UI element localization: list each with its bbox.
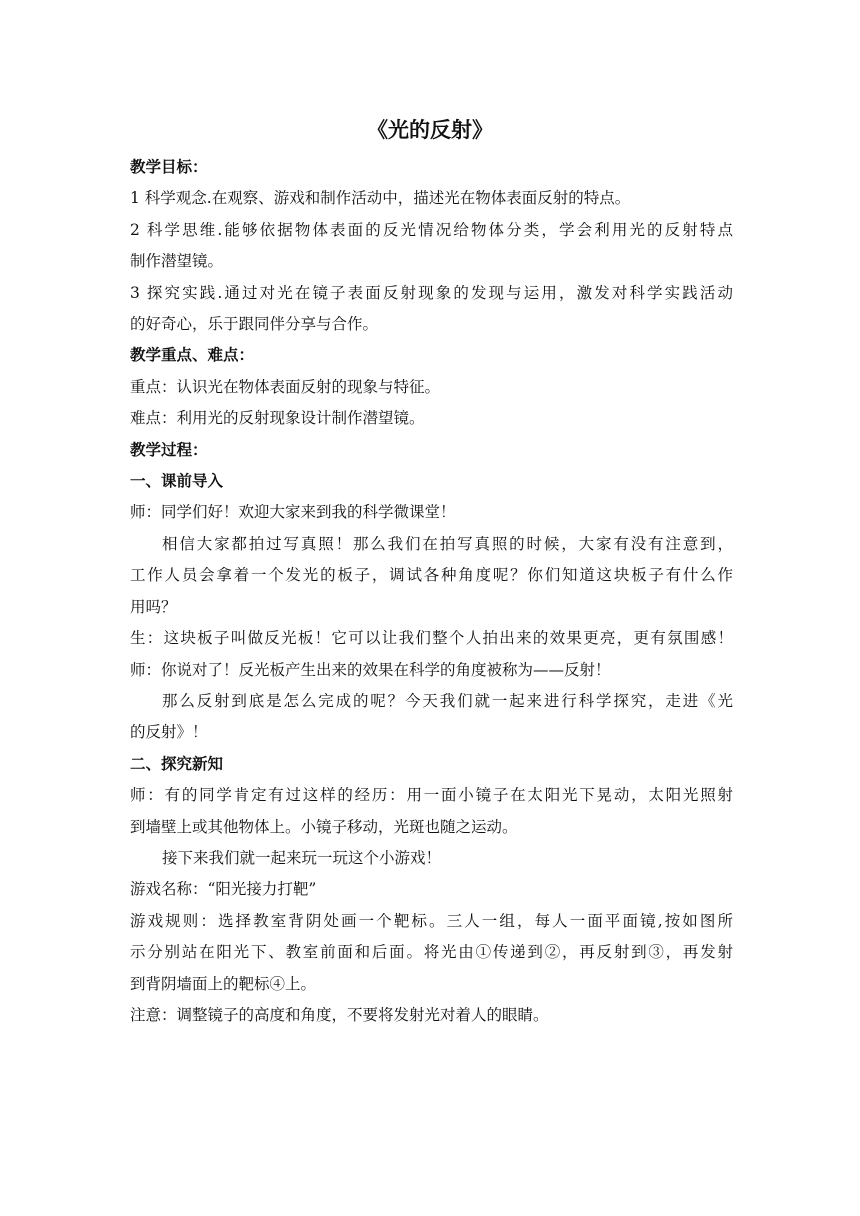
keypoints-heading: 教学重点、难点： xyxy=(130,346,255,365)
paragraph-5-line-2: 的反射》！ xyxy=(130,723,208,742)
paragraph-2-line-2: 工作人员会拿着一个发光的板子，调试各种角度呢？你们知道这块板子有什么作 xyxy=(130,566,733,585)
paragraph-4: 师：你说对了！反光板产生出来的效果在科学的角度被称为——反射！ xyxy=(130,660,611,679)
document-body xyxy=(130,152,733,1031)
paragraph-2-line-1: 相信大家都拍过写真照！那么我们在拍写真照的时候，大家有没有注意到， xyxy=(162,534,733,553)
caution-note: 注意：调整镜子的高度和角度，不要将发射光对着人的眼睛。 xyxy=(130,1005,549,1024)
paragraph-6-line-2: 到墙壁上或其他物体上。小镜子移动，光斑也随之运动。 xyxy=(130,817,518,836)
objective-2-line-2: 制作潜望镜。 xyxy=(130,252,224,271)
process-heading: 教学过程： xyxy=(130,440,208,459)
game-rules-line-3: 到背阴墙面上的靶标④上。 xyxy=(130,974,317,993)
part2-heading: 二、探究新知 xyxy=(130,754,224,773)
difficulty-text: 难点：利用光的反射现象设计制作潜望镜。 xyxy=(130,409,425,428)
game-rules-line-2: 示分别站在阳光下、教室前面和后面。将光由①传递到②，再反射到③，再发射 xyxy=(130,943,733,962)
part1-heading: 一、课前导入 xyxy=(130,472,224,491)
paragraph-1: 师：同学们好！欢迎大家来到我的科学微课堂！ xyxy=(130,503,456,522)
paragraph-2-line-3: 用吗？ xyxy=(130,597,177,616)
objective-1: 1 科学观念.在观察、游戏和制作活动中，描述光在物体表面反射的特点。 xyxy=(130,189,631,208)
game-rules-line-1: 游戏规则：选择教室背阴处画一个靶标。三人一组，每人一面平面镜,按如图所 xyxy=(130,911,733,930)
game-name: 游戏名称：“阳光接力打靶” xyxy=(130,880,317,899)
keypoint-text: 重点：认识光在物体表面反射的现象与特征。 xyxy=(130,377,441,396)
document-title: 《光的反射》 xyxy=(367,118,493,142)
paragraph-5-line-1: 那么反射到底是怎么完成的呢？今天我们就一起来进行科学探究，走进《光 xyxy=(162,691,733,710)
paragraph-7: 接下来我们就一起来玩一玩这个小游戏！ xyxy=(162,848,442,867)
paragraph-6-line-1: 师：有的同学肯定有过这样的经历：用一面小镜子在太阳光下晃动，太阳光照射 xyxy=(130,786,733,805)
objectives-heading: 教学目标： xyxy=(130,158,208,176)
paragraph-3: 生：这块板子叫做反光板！它可以让我们整个人拍出来的效果更亮，更有氛围感！ xyxy=(130,629,733,648)
objective-3-line-2: 的好奇心，乐于跟同伴分享与合作。 xyxy=(130,315,379,334)
objective-2-line-1: 2 科学思维.能够依据物体表面的反光情况给物体分类，学会利用光的反射特点 xyxy=(130,220,733,239)
objective-3-line-1: 3 探究实践.通过对光在镜子表面反射现象的发现与运用，激发对科学实践活动 xyxy=(130,283,733,302)
